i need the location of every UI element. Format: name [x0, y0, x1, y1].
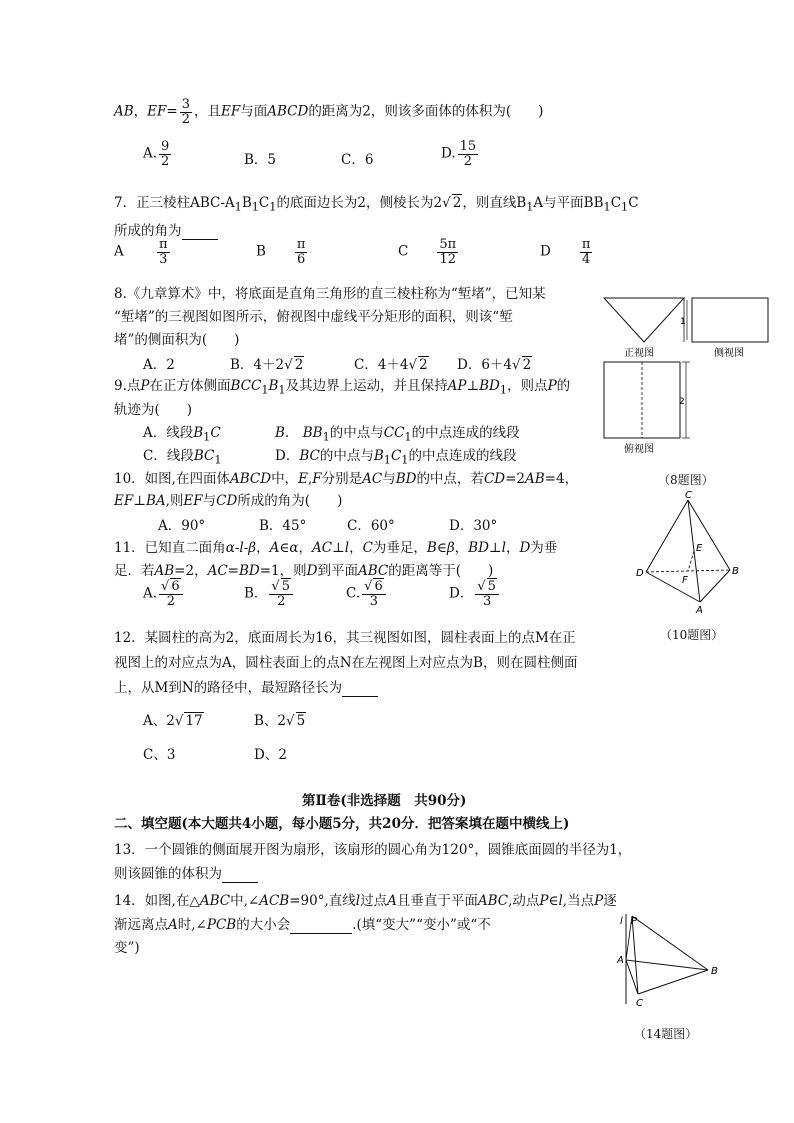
- q11-stem-1: 11．已知直二面角α-l-β，A∈α，AC⊥l，C为垂足，B∈β，BD⊥l，D为垂: [114, 540, 558, 556]
- q9-option-a[interactable]: A．线段$B_1C$: [143, 425, 221, 444]
- q9-stem-2: 轨迹为( ): [114, 402, 193, 418]
- point-a-label: A: [696, 605, 703, 615]
- q10-stem-2: EF⊥BA,则EF与CD所成的角为( ): [114, 493, 343, 509]
- point-b-label-14: B: [711, 966, 718, 977]
- q6-option-c[interactable]: C．6: [341, 152, 374, 168]
- q11-option-c[interactable]: C. $\frac{√ 6}{3}$: [346, 580, 388, 608]
- q12-stem-3: 上，从M到N的路径中，最短路径长为: [114, 676, 378, 697]
- top-view-label: 俯视图: [624, 444, 654, 455]
- figure-14-diagram: [612, 910, 732, 1010]
- point-c-label-14: C: [636, 998, 643, 1009]
- side-view-label: 侧视图: [714, 348, 744, 359]
- q12-option-c[interactable]: C、3: [143, 747, 176, 763]
- q6-option-d[interactable]: D. $\frac{15}{2}$: [441, 139, 477, 169]
- q6-option-a[interactable]: A. $\frac{9}{2}$: [143, 139, 170, 169]
- q8-option-d[interactable]: D．6＋4√ 2: [457, 357, 532, 373]
- line-l-label: l: [620, 916, 623, 927]
- q7-stem: 7．正三棱柱ABC-$A_1B_1C_1$的底面边长为2，侧棱长为2√ 2，则直线$B_1A$与平面$BB_1C_1C$: [114, 195, 639, 214]
- front-view-triangle: [604, 298, 684, 342]
- q7-option-d[interactable]: D $\frac{\pi}{4}$: [540, 237, 591, 267]
- dim-side-text: 1: [680, 317, 686, 327]
- q9-stem-1: 9.点P在正方体侧面$BCC_1B_1$及其边界上运动，并且保持$AP\perp BD_1$，则点P的: [114, 378, 571, 397]
- figure-14-caption: （14题图）: [634, 1027, 698, 1041]
- q8-stem-3: 堵”的侧面积为( ): [114, 332, 240, 348]
- q12-stem-1: 12．某圆柱的高为2，底面周长为16，其三视图如图，圆柱表面上的点M在正: [114, 630, 576, 646]
- q9-option-c[interactable]: C．线段$BC_1$: [143, 448, 222, 467]
- q8-option-a[interactable]: A．2: [143, 357, 175, 373]
- point-p-label: P: [631, 916, 638, 927]
- q8-option-b[interactable]: B．4＋2√ 2: [230, 357, 304, 373]
- part-2-heading: 第Ⅱ卷(非选择题 共90分): [302, 793, 467, 809]
- q7-option-a[interactable]: A $\frac{\pi}{3}$: [114, 237, 168, 267]
- q9-option-b[interactable]: B. $BB_1$的中点与$CC_1$的中点连成的线段: [275, 425, 520, 444]
- q10-option-d[interactable]: D．30°: [449, 518, 498, 534]
- q11-option-a[interactable]: A. $\frac{√ 6}{2}$: [143, 580, 185, 608]
- q12-stem-2: 视图上的对应点为A，圆柱表面上的点N在左视图上对应点为B，则在圆柱侧面: [114, 655, 578, 671]
- point-d-label: D: [636, 568, 644, 579]
- q13-stem-2: 则该圆锥的体积为: [114, 862, 258, 883]
- figure-8-caption: （8题图）: [658, 473, 714, 487]
- q6-stem: AB，EF= $\frac{3}{2}$ ，且EF与面ABCD的距离为2，则该多面体的体积为( ): [114, 97, 544, 127]
- q9-option-d[interactable]: D．BC的中点与$B_1C_1$的中点连成的线段: [275, 448, 517, 467]
- q11-stem-2: 足．若AB=2，AC=BD=1，则D到平面ABC的距离等于( ): [114, 563, 494, 579]
- q12-option-d[interactable]: D、2: [254, 747, 287, 763]
- point-c-label: C: [685, 490, 692, 501]
- q10-stem-1: 10．如图,在四面体ABCD中，E,F分别是AC与BD的中点，若CD=2AB=4，: [114, 471, 579, 487]
- point-b-label: B: [732, 566, 739, 577]
- q7-option-b[interactable]: B $\frac{\pi}{6}$: [256, 237, 306, 267]
- point-a-label-14: A: [617, 955, 624, 966]
- side-view-rect: [692, 298, 768, 342]
- point-f-label: F: [682, 575, 688, 586]
- q11-option-b[interactable]: B． $\frac{√ 5}{2}$: [244, 580, 295, 608]
- q14-stem-3: 变”): [114, 940, 140, 956]
- q7-option-c[interactable]: C $\frac{5\pi}{12}$: [398, 237, 457, 267]
- q6-option-b[interactable]: B．5: [244, 152, 277, 168]
- q14-stem-1: 14．如图,在△ABC中,∠ACB=90°,直线l过点A且垂直于平面ABC,动点P∈l,当点P逐: [114, 893, 617, 909]
- figure-10-caption: （10题图）: [660, 628, 724, 642]
- q8-stem-1: 8.《九章算术》中，将底面是直角三角形的直三棱柱称为“堑堵”，已知某: [114, 286, 546, 302]
- q10-option-c[interactable]: C．60°: [347, 518, 395, 534]
- q8-stem-2: “堑堵”的三视图如图所示，俯视图中虚线平分矩形的面积，则该“堑: [114, 309, 513, 325]
- q12-option-a[interactable]: A、2√ 17: [143, 713, 203, 729]
- q14-stem-2: 渐远离点A时,∠PCB的大小会 .(填“变大”“变小”或“不: [114, 917, 491, 933]
- figure-8-three-views: [600, 292, 780, 472]
- q8-option-c[interactable]: C．4＋4√ 2: [354, 357, 428, 373]
- point-e-label: E: [696, 543, 703, 554]
- q12-option-b[interactable]: B、2√ 5: [254, 713, 306, 729]
- figure-10-tetrahedron: [630, 490, 750, 615]
- front-view-label: 正视图: [624, 348, 654, 359]
- dim-top-text: 2: [679, 397, 685, 407]
- q7-stem-2: 所成的角为: [114, 219, 218, 240]
- section-2-heading: 二、填空题(本大题共4小题，每小题5分，共20分．把答案填在题中横线上): [114, 816, 570, 832]
- q10-option-b[interactable]: B．45°: [259, 518, 307, 534]
- q11-option-d[interactable]: D． $\frac{√ 5}{3}$: [449, 580, 501, 608]
- q13-stem-1: 13．一个圆锥的侧面展开图为扇形，该扇形的圆心角为120°，圆锥底面圆的半径为1，: [114, 842, 632, 858]
- q10-option-a[interactable]: A．90°: [158, 518, 206, 534]
